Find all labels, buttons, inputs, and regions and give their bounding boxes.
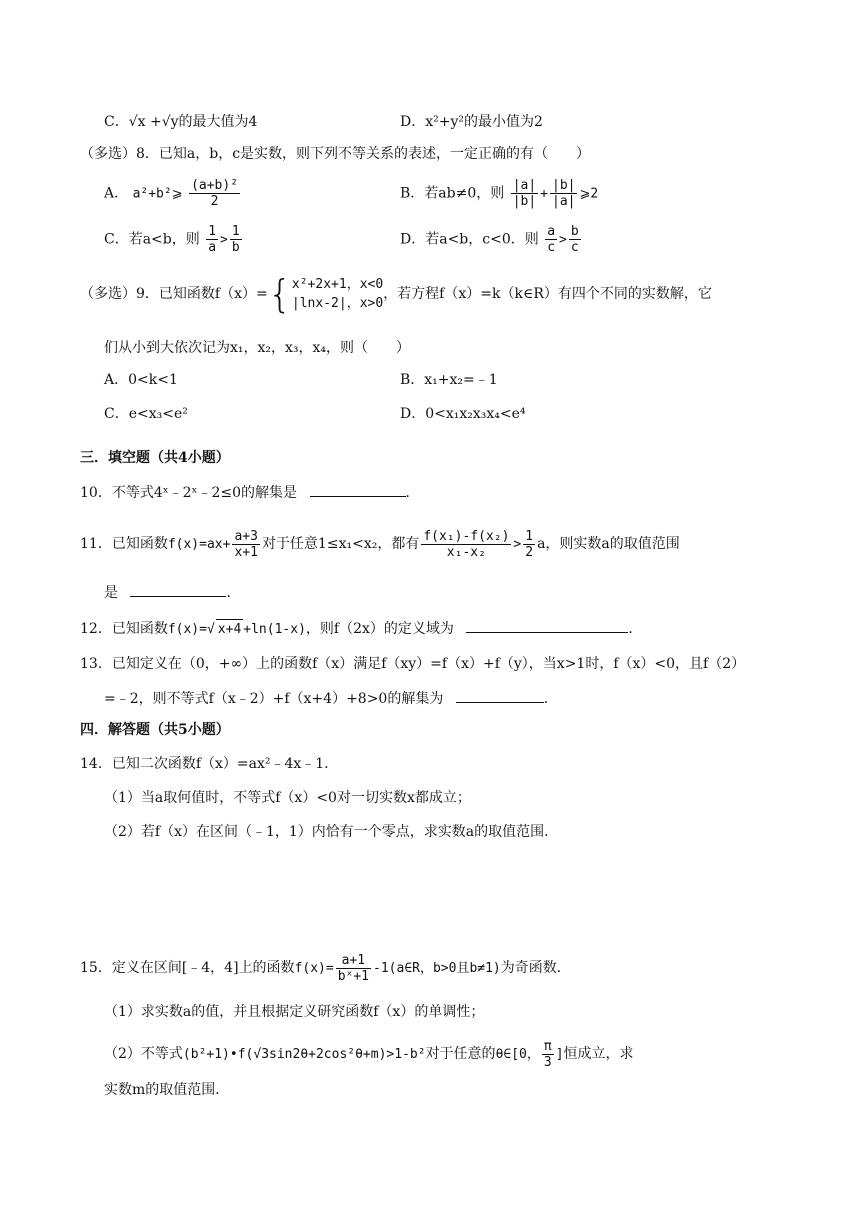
q8-d-prefix: D．若a<b，c<0．则 bbox=[400, 231, 539, 248]
q11 bbox=[80, 524, 680, 565]
q12-f-right: +ln(1-x) bbox=[243, 622, 306, 637]
q11-suffix: a，则实数a的取值范围 bbox=[537, 536, 680, 552]
q8-d-den1: c bbox=[547, 240, 556, 255]
q8-option-d bbox=[400, 224, 583, 255]
q14-part-1: （1）当a取何值时，不等式f（x）<0对一切实数x都成立； bbox=[104, 790, 471, 806]
q11-diff-num: f(x₁)-f(x₂) bbox=[423, 528, 510, 544]
q11-f-left: f(x)=ax+ bbox=[167, 537, 231, 552]
q8-b-suffix: ⩾2 bbox=[579, 186, 599, 202]
q11-prefix: 11．已知函数 bbox=[80, 536, 168, 552]
q15-p2-math: (b²+1)•f(√3sin2θ+2cos²θ+m)>1-b² bbox=[182, 1047, 426, 1062]
q8-a-prefix: A． bbox=[104, 185, 129, 202]
q8-a-num: (a+b)² bbox=[191, 178, 239, 193]
q11-end: ． bbox=[226, 585, 241, 601]
q8-stem: （多选）8．已知a，b，c是实数，则下列不等关系的表述，一定正确的有（ ） bbox=[80, 146, 591, 162]
q8-d-gt: > bbox=[559, 232, 567, 248]
q8-c-den2: b bbox=[231, 240, 240, 255]
piecewise-brace-icon: { bbox=[267, 272, 292, 316]
q9-case-2: |lnx-2|，x>0 bbox=[291, 296, 384, 311]
q15-p2-mid: 对于任意的 bbox=[425, 1046, 496, 1062]
q15-fraction bbox=[336, 953, 371, 984]
q14-part-2: （2）若f（x）在区间（﹣1，1）内恰有一个零点，求实数a的取值范围． bbox=[104, 824, 559, 840]
q15-p2-prefix: （2）不等式 bbox=[104, 1046, 183, 1062]
section-3-heading: 三．填空题（共4小题） bbox=[80, 450, 230, 466]
q13-answer-blank[interactable] bbox=[456, 688, 544, 703]
q8-c-num2: 1 bbox=[231, 224, 240, 239]
q8-b-fraction-1 bbox=[511, 178, 538, 209]
q8-d-num2: b bbox=[570, 224, 579, 239]
q15-p2-three: 3 bbox=[543, 1054, 552, 1070]
q10 bbox=[80, 482, 420, 503]
q12 bbox=[80, 618, 642, 640]
q15-f-right: -1(a∈R，b>0且b≠1) bbox=[373, 961, 501, 976]
q12-end: ． bbox=[628, 621, 643, 637]
q15-p2-pi: π bbox=[543, 1038, 552, 1054]
q8-c-num1: 1 bbox=[208, 224, 217, 239]
q8-b-den2: |a| bbox=[552, 194, 576, 209]
q11-f-den: x+1 bbox=[234, 544, 258, 560]
q9-option-a: A．0<k<1 bbox=[104, 372, 178, 388]
q9-piecewise bbox=[292, 275, 383, 313]
q12-answer-blank[interactable] bbox=[466, 618, 628, 633]
q8-option-a bbox=[104, 178, 242, 209]
q8-c-fraction-1 bbox=[206, 224, 218, 255]
q8-c-den1: a bbox=[208, 240, 217, 255]
q10-answer-blank[interactable] bbox=[310, 482, 406, 497]
q13-line2-text: =﹣2，则不等式f（x﹣2）+f（x+4）+8>0的解集为 bbox=[104, 691, 444, 707]
q15-part-2 bbox=[104, 1034, 634, 1075]
q11-line2 bbox=[104, 582, 240, 603]
q12-sqrt-arg: x+4 bbox=[216, 619, 243, 640]
q11-half-den: 2 bbox=[525, 544, 534, 560]
q8-c-gt: > bbox=[220, 232, 228, 248]
q9-option-d: D．0<x₁x₂x₃x₄<e⁴ bbox=[400, 406, 526, 422]
q9-stem-prefix: （多选）9．已知函数f（x）= bbox=[80, 286, 268, 302]
q8-b-den1: |b| bbox=[512, 194, 537, 209]
q11-diff-den: x₁-x₂ bbox=[446, 544, 486, 560]
q8-b-fraction-2 bbox=[550, 178, 577, 209]
q12-f-left: f(x)= bbox=[167, 622, 207, 637]
section-4-heading: 四．解答题（共5小题） bbox=[80, 722, 230, 738]
q15-suffix: 为奇函数． bbox=[500, 960, 571, 976]
q13-line1: 13．已知定义在（0，+∞）上的函数f（x）满足f（xy）=f（x）+f（y），当x>1时，f（x）<0，且f（2） bbox=[80, 656, 746, 672]
q9-stem-line2: 们从小到大依次记为x₁，x₂，x₃，x₄，则（ ） bbox=[104, 340, 411, 356]
q13-end: ． bbox=[543, 691, 558, 707]
q11-f-fraction bbox=[232, 529, 259, 560]
q15-part-2-line2: 实数m的取值范围． bbox=[104, 1082, 230, 1098]
q15-part-1: （1）求实数a的值，并且根据定义研究函数f（x）的单调性； bbox=[104, 1004, 485, 1020]
q11-f-num: a+3 bbox=[234, 528, 258, 544]
q8-d-fraction-1 bbox=[545, 224, 557, 255]
q8-option-b bbox=[400, 178, 598, 209]
q15-prefix: 15．定义在区间[﹣4，4]上的函数 bbox=[80, 960, 295, 976]
q9-option-c: C．e<x₃<e² bbox=[104, 406, 188, 422]
q15-p2-range-right: ] bbox=[555, 1047, 564, 1062]
q15-num: a+1 bbox=[336, 953, 371, 969]
q8-option-c bbox=[104, 224, 244, 255]
sqrt-icon: √ bbox=[206, 622, 215, 637]
q8-c-prefix: C．若a<b，则 bbox=[104, 231, 200, 248]
q15-p2-pi-fraction bbox=[542, 1039, 554, 1070]
q9-option-b: B．x₁+x₂=﹣1 bbox=[400, 372, 498, 388]
q11-diff-fraction bbox=[421, 529, 511, 560]
q12-suffix: ，则f（2x）的定义域为 bbox=[305, 621, 454, 637]
q8-a-fraction bbox=[189, 178, 240, 209]
q15-p2-range-left: θ∈[0， bbox=[495, 1047, 540, 1062]
q12-prefix: 12．已知函数 bbox=[80, 621, 168, 637]
q8-b-plus: + bbox=[540, 186, 548, 202]
option-c-top: C．√x +√y的最大值为4 bbox=[104, 114, 258, 130]
q13-line2 bbox=[104, 688, 558, 709]
q9-stem-suffix: ，若方程f（x）=k（k∈R）有四个不同的实数解，它 bbox=[383, 286, 712, 302]
q15-p2-suffix: 恒成立，求 bbox=[563, 1046, 634, 1062]
q11-gt: > bbox=[513, 537, 522, 552]
q14-stem: 14．已知二次函数f（x）=ax²﹣4x﹣1． bbox=[80, 756, 339, 772]
q11-mid: 对于任意1≤x₁<x₂，都有 bbox=[261, 536, 420, 552]
q8-b-num1: |a| bbox=[512, 178, 537, 193]
q8-a-den: 2 bbox=[210, 194, 219, 209]
q9-case-1: x²+2x+1，x<0 bbox=[291, 277, 384, 292]
q15-f-left: f(x)= bbox=[294, 961, 334, 976]
q11-half-num: 1 bbox=[525, 528, 534, 544]
q15-den: bˣ+1 bbox=[337, 968, 370, 984]
q10-text: 10．不等式4ˣ﹣2ˣ﹣2≤0的解集是 bbox=[80, 485, 298, 501]
q9-stem bbox=[80, 274, 712, 314]
q8-c-fraction-2 bbox=[230, 224, 242, 255]
q8-b-num2: |b| bbox=[552, 178, 576, 193]
q15-stem bbox=[80, 948, 571, 989]
q11-half-fraction bbox=[523, 529, 535, 560]
q8-a-math: a²+b²⩾ bbox=[132, 186, 183, 202]
q8-b-prefix: B．若ab≠0，则 bbox=[400, 185, 505, 202]
option-d-top: D．x²+y²的最小值为2 bbox=[400, 114, 543, 130]
q8-d-fraction-2 bbox=[569, 224, 581, 255]
q11-line2-text: 是 bbox=[104, 585, 118, 601]
q10-end: ． bbox=[405, 485, 420, 501]
q8-d-den2: c bbox=[570, 240, 579, 255]
q8-d-num1: a bbox=[547, 224, 556, 239]
q11-answer-blank[interactable] bbox=[130, 582, 226, 597]
